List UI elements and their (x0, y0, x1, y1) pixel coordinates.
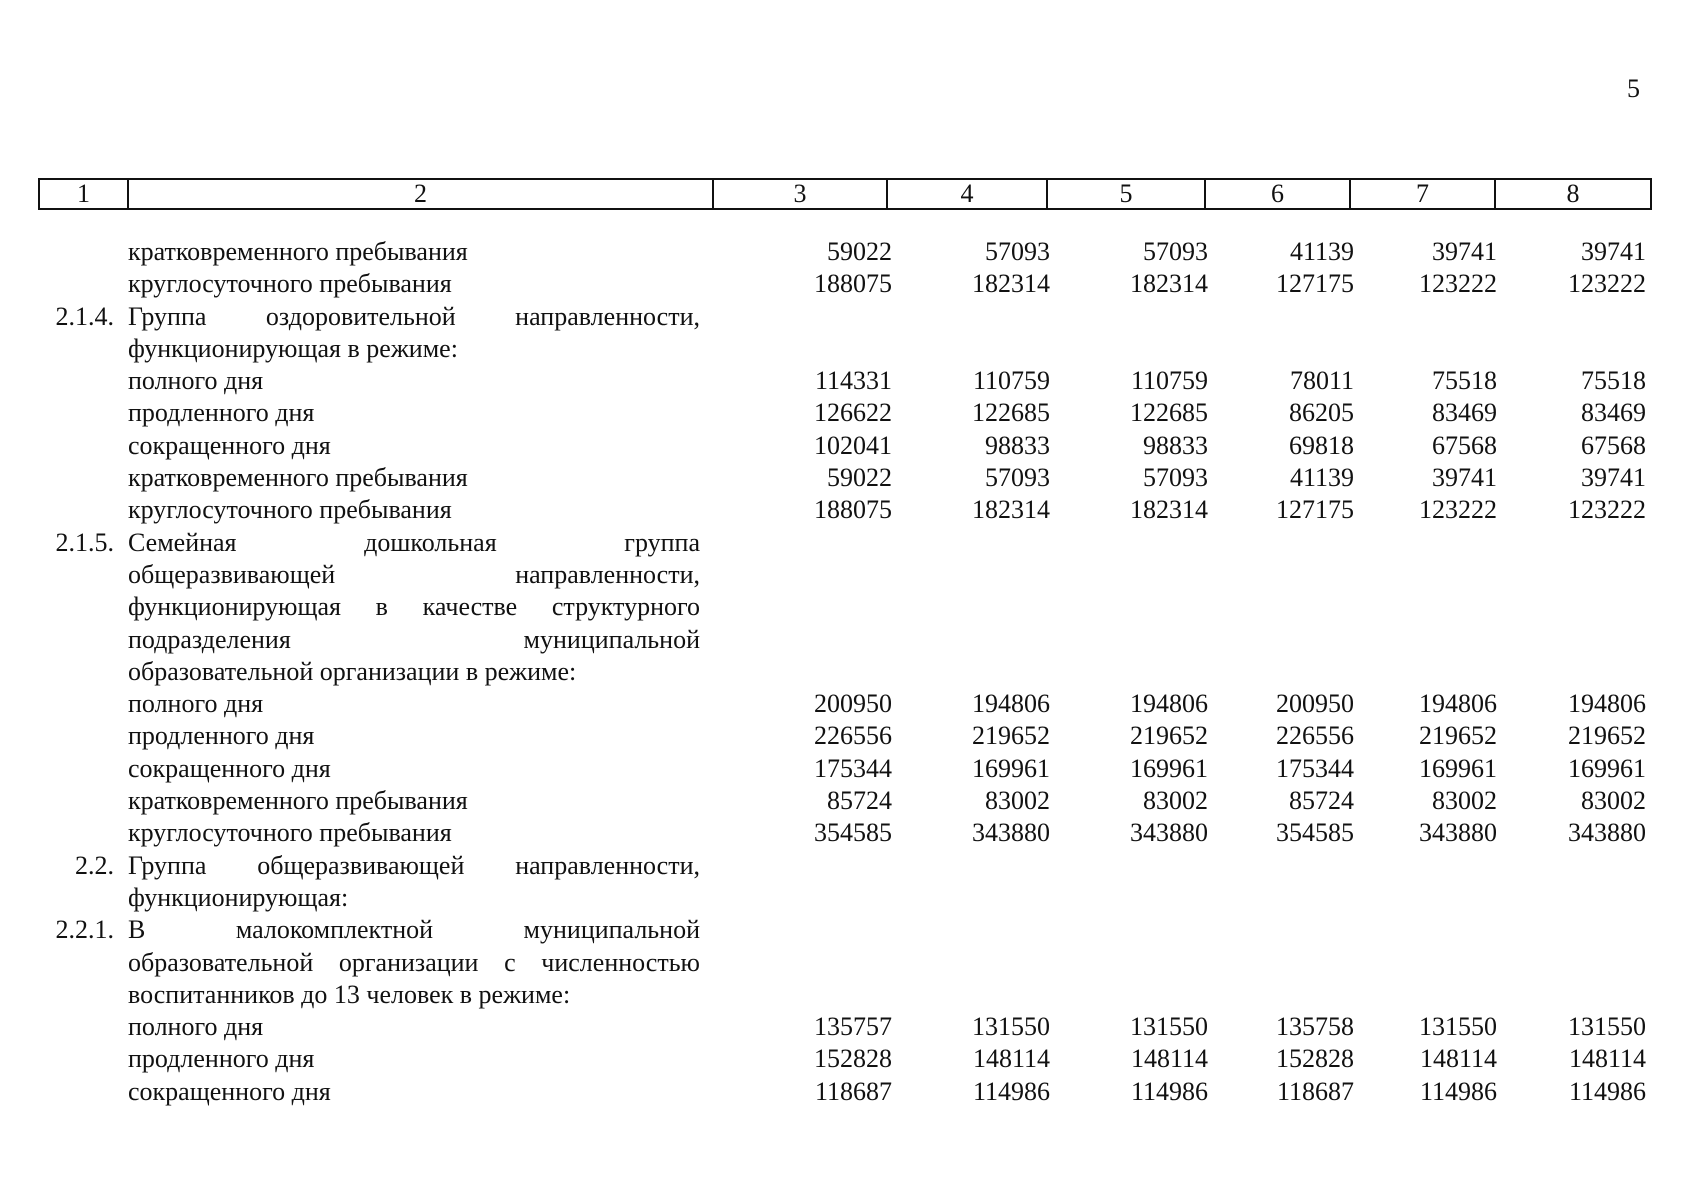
value-cell-col-5 (1050, 850, 1208, 882)
value-cell-col-8 (1497, 850, 1652, 882)
value-cell-col-3 (700, 559, 892, 591)
value-cell-col-6: 200950 (1276, 689, 1354, 719)
row-label: В малокомплектной муниципальной (128, 915, 700, 945)
value-cell-col-7: 114986 (1419, 1076, 1497, 1106)
row-number: 2.1.4. (55, 301, 114, 331)
value-cell-col-4: 219652 (972, 721, 1050, 751)
row-label: подразделения муниципальной (128, 624, 700, 654)
value-cell-col-6 (1208, 527, 1354, 559)
value-cell-col-3: 59022 (827, 463, 892, 493)
row-number (38, 333, 122, 365)
value-cell-col-7: 83469 (1432, 398, 1497, 428)
table-row (38, 720, 1652, 752)
value-cell-col-4 (892, 882, 1050, 914)
value-cell-col-6 (1208, 559, 1354, 591)
column-header-row (38, 178, 1652, 210)
value-cell-col-3 (700, 914, 892, 946)
table-row (38, 397, 1652, 429)
value-cell-col-8 (1497, 882, 1652, 914)
value-cell-col-4 (892, 301, 1050, 333)
value-cell-col-7: 148114 (1419, 1044, 1497, 1074)
value-cell-col-3 (700, 850, 892, 882)
column-header-6: 6 (1206, 180, 1351, 208)
value-cell-col-8: 67568 (1581, 430, 1646, 460)
value-cell-col-4 (892, 333, 1050, 365)
value-cell-col-8: 219652 (1568, 721, 1646, 751)
value-cell-col-3 (700, 527, 892, 559)
table-row (38, 430, 1652, 462)
value-cell-col-8: 169961 (1568, 753, 1646, 783)
value-cell-col-3: 354585 (814, 818, 892, 848)
value-cell-col-3: 59022 (827, 237, 892, 266)
table-row (38, 1043, 1652, 1075)
value-cell-col-7: 39741 (1432, 463, 1497, 493)
value-cell-col-7 (1354, 947, 1497, 979)
value-cell-col-4: 182314 (972, 495, 1050, 525)
value-cell-col-6: 226556 (1276, 721, 1354, 751)
row-label: продленного дня (128, 398, 315, 428)
value-cell-col-8 (1497, 301, 1652, 333)
row-label: продленного дня (128, 1044, 315, 1074)
value-cell-col-3: 188075 (814, 495, 892, 525)
table-row (38, 301, 1652, 333)
table-row (38, 559, 1652, 591)
value-cell-col-8 (1497, 656, 1652, 688)
value-cell-col-5: 343880 (1130, 818, 1208, 848)
value-cell-col-4: 194806 (972, 689, 1050, 719)
value-cell-col-5: 194806 (1130, 689, 1208, 719)
row-label: кратковременного пребывания (128, 786, 468, 816)
row-label: воспитанников до 13 человек в режиме: (128, 979, 571, 1009)
value-cell-col-5 (1050, 947, 1208, 979)
value-cell-col-4: 57093 (985, 463, 1050, 493)
row-number (38, 624, 122, 656)
value-cell-col-8: 114986 (1568, 1076, 1646, 1106)
value-cell-col-3: 226556 (814, 721, 892, 751)
value-cell-col-5 (1050, 624, 1208, 656)
value-cell-col-5: 219652 (1130, 721, 1208, 751)
value-cell-col-3 (700, 656, 892, 688)
row-label: образовательной организации с численностью (128, 947, 700, 977)
value-cell-col-7: 131550 (1419, 1012, 1497, 1042)
value-cell-col-7 (1354, 591, 1497, 623)
row-number (38, 753, 122, 785)
value-cell-col-4 (892, 624, 1050, 656)
table-row (38, 527, 1652, 559)
value-cell-col-4: 131550 (972, 1012, 1050, 1042)
value-cell-col-4: 122685 (972, 398, 1050, 428)
table-row (38, 1076, 1652, 1108)
value-cell-col-5: 131550 (1130, 1012, 1208, 1042)
value-cell-col-5: 169961 (1130, 753, 1208, 783)
row-number (38, 785, 122, 817)
row-number (38, 656, 122, 688)
value-cell-col-3: 200950 (814, 689, 892, 719)
value-cell-col-4 (892, 527, 1050, 559)
value-cell-col-4 (892, 850, 1050, 882)
value-cell-col-3: 114331 (814, 366, 892, 396)
value-cell-col-4 (892, 656, 1050, 688)
value-cell-col-5 (1050, 333, 1208, 365)
row-number (38, 397, 122, 429)
table-row (38, 688, 1652, 720)
value-cell-col-5 (1050, 591, 1208, 623)
value-cell-col-5: 182314 (1130, 269, 1208, 299)
row-number (38, 462, 122, 494)
row-label: функционирующая в качестве структурного (128, 592, 700, 622)
row-label: продленного дня (128, 721, 315, 751)
value-cell-col-3 (700, 882, 892, 914)
value-cell-col-5 (1050, 882, 1208, 914)
value-cell-col-6 (1208, 591, 1354, 623)
table-row (38, 333, 1652, 365)
value-cell-col-5 (1050, 656, 1208, 688)
value-cell-col-8 (1497, 527, 1652, 559)
value-cell-col-7: 219652 (1419, 721, 1497, 751)
value-cell-col-3: 152828 (814, 1044, 892, 1074)
value-cell-col-4: 114986 (972, 1076, 1050, 1106)
value-cell-col-3 (700, 947, 892, 979)
table-body (38, 236, 1652, 1108)
value-cell-col-4: 182314 (972, 269, 1050, 299)
value-cell-col-5: 83002 (1143, 786, 1208, 816)
value-cell-col-8 (1497, 591, 1652, 623)
column-header-1: 1 (40, 180, 129, 208)
value-cell-col-7 (1354, 882, 1497, 914)
value-cell-col-3: 85724 (827, 786, 892, 816)
value-cell-col-8: 83469 (1581, 398, 1646, 428)
value-cell-col-7: 39741 (1432, 237, 1497, 266)
value-cell-col-7 (1354, 527, 1497, 559)
value-cell-col-6 (1208, 914, 1354, 946)
row-label: полного дня (128, 689, 264, 719)
value-cell-col-8: 148114 (1568, 1044, 1646, 1074)
value-cell-col-6 (1208, 624, 1354, 656)
value-cell-col-6: 78011 (1289, 366, 1354, 396)
value-cell-col-4: 57093 (985, 237, 1050, 266)
value-cell-col-6: 69818 (1289, 430, 1354, 460)
value-cell-col-6 (1208, 882, 1354, 914)
row-label: кратковременного пребывания (128, 463, 468, 493)
column-header-8: 8 (1566, 179, 1580, 208)
value-cell-col-7 (1354, 979, 1497, 1011)
row-label: Семейная дошкольная группа (128, 527, 700, 557)
table-row (38, 914, 1652, 946)
value-cell-col-5 (1050, 979, 1208, 1011)
value-cell-col-7: 83002 (1432, 786, 1497, 816)
value-cell-col-4: 83002 (985, 786, 1050, 816)
value-cell-col-7: 343880 (1419, 818, 1497, 848)
value-cell-col-5: 114986 (1130, 1076, 1208, 1106)
table-row (38, 591, 1652, 623)
value-cell-col-8: 343880 (1568, 818, 1646, 848)
row-number (38, 494, 122, 526)
value-cell-col-6: 41139 (1289, 237, 1354, 266)
value-cell-col-5: 98833 (1143, 430, 1208, 460)
row-number (38, 817, 122, 849)
value-cell-col-6 (1208, 333, 1354, 365)
value-cell-col-7: 123222 (1419, 495, 1497, 525)
value-cell-col-4: 148114 (972, 1044, 1050, 1074)
value-cell-col-8: 75518 (1581, 366, 1646, 396)
value-cell-col-8 (1497, 333, 1652, 365)
value-cell-col-6: 175344 (1276, 753, 1354, 783)
row-label: полного дня (128, 366, 264, 396)
value-cell-col-4 (892, 914, 1050, 946)
row-label: сокращенного дня (128, 1076, 331, 1106)
table-row (38, 882, 1652, 914)
column-header-5: 5 (1048, 180, 1206, 208)
value-cell-col-3: 118687 (814, 1076, 892, 1106)
page-number: 5 (1627, 74, 1640, 103)
value-cell-col-6: 354585 (1276, 818, 1354, 848)
value-cell-col-4 (892, 559, 1050, 591)
value-cell-col-6: 118687 (1276, 1076, 1354, 1106)
table-row (38, 1011, 1652, 1043)
table-row (38, 785, 1652, 817)
value-cell-col-8: 123222 (1568, 269, 1646, 299)
row-number: 2.2.1. (55, 915, 114, 945)
table-row (38, 494, 1652, 526)
value-cell-col-3: 126622 (814, 398, 892, 428)
value-cell-col-6: 41139 (1289, 463, 1354, 493)
value-cell-col-6 (1208, 947, 1354, 979)
value-cell-col-7 (1354, 559, 1497, 591)
row-number (38, 688, 122, 720)
row-label: сокращенного дня (128, 430, 331, 460)
column-header-2: 2 (129, 180, 714, 208)
row-number (38, 591, 122, 623)
row-number (38, 268, 122, 300)
value-cell-col-3 (700, 591, 892, 623)
value-cell-col-6 (1208, 656, 1354, 688)
row-number: 2.2. (75, 850, 114, 880)
row-label: функционирующая в режиме: (128, 333, 458, 363)
row-label: общеразвивающей направленности, (128, 559, 700, 589)
value-cell-col-5: 182314 (1130, 495, 1208, 525)
value-cell-col-5 (1050, 559, 1208, 591)
value-cell-col-6: 135758 (1276, 1012, 1354, 1042)
value-cell-col-3: 135757 (814, 1012, 892, 1042)
row-number (38, 947, 122, 979)
value-cell-col-6: 85724 (1289, 786, 1354, 816)
value-cell-col-4: 169961 (972, 753, 1050, 783)
value-cell-col-6 (1208, 301, 1354, 333)
value-cell-col-8: 194806 (1568, 689, 1646, 719)
value-cell-col-5: 122685 (1130, 398, 1208, 428)
row-label: круглосуточного пребывания (128, 818, 452, 848)
column-header-7: 7 (1351, 180, 1496, 208)
row-label: образовательной организации в режиме: (128, 656, 577, 686)
row-number (38, 365, 122, 397)
value-cell-col-5 (1050, 301, 1208, 333)
table-row (38, 850, 1652, 882)
value-cell-col-8 (1497, 559, 1652, 591)
column-header-3: 3 (714, 180, 888, 208)
row-label: Группа общеразвивающей направленности, (128, 850, 700, 880)
value-cell-col-8 (1497, 979, 1652, 1011)
row-number (38, 1043, 122, 1075)
value-cell-col-8: 39741 (1581, 237, 1646, 266)
value-cell-col-8: 39741 (1581, 463, 1646, 493)
value-cell-col-7 (1354, 301, 1497, 333)
value-cell-col-3: 188075 (814, 269, 892, 299)
value-cell-col-5 (1050, 914, 1208, 946)
row-number (38, 720, 122, 752)
value-cell-col-7 (1354, 333, 1497, 365)
table-row (38, 947, 1652, 979)
table-row (38, 624, 1652, 656)
value-cell-col-7 (1354, 914, 1497, 946)
row-number (38, 430, 122, 462)
row-number (38, 236, 122, 268)
row-number: 2.1.5. (55, 527, 114, 557)
value-cell-col-8 (1497, 914, 1652, 946)
column-header-4: 4 (888, 180, 1048, 208)
value-cell-col-5: 148114 (1130, 1044, 1208, 1074)
value-cell-col-7 (1354, 656, 1497, 688)
value-cell-col-7: 194806 (1419, 689, 1497, 719)
value-cell-col-3: 175344 (814, 753, 892, 783)
table-row (38, 817, 1652, 849)
value-cell-col-8: 83002 (1581, 786, 1646, 816)
value-cell-col-8: 131550 (1568, 1012, 1646, 1042)
value-cell-col-7: 169961 (1419, 753, 1497, 783)
value-cell-col-4: 343880 (972, 818, 1050, 848)
row-label: функционирующая: (128, 882, 349, 912)
row-number (38, 979, 122, 1011)
row-label: круглосуточного пребывания (128, 495, 452, 525)
value-cell-col-4: 110759 (972, 366, 1050, 396)
row-label: круглосуточного пребывания (128, 269, 452, 299)
table-row (38, 753, 1652, 785)
value-cell-col-3 (700, 301, 892, 333)
value-cell-col-4 (892, 591, 1050, 623)
table-row (38, 462, 1652, 494)
value-cell-col-5 (1050, 527, 1208, 559)
value-cell-col-8: 123222 (1568, 495, 1646, 525)
value-cell-col-3: 102041 (814, 430, 892, 460)
value-cell-col-4: 98833 (985, 430, 1050, 460)
value-cell-col-8 (1497, 947, 1652, 979)
table-row (38, 656, 1652, 688)
value-cell-col-6 (1208, 979, 1354, 1011)
value-cell-col-7: 67568 (1432, 430, 1497, 460)
row-number (38, 1076, 122, 1108)
value-cell-col-4 (892, 979, 1050, 1011)
value-cell-col-6: 127175 (1276, 269, 1354, 299)
table-row (38, 365, 1652, 397)
row-label: полного дня (128, 1012, 264, 1042)
value-cell-col-7: 75518 (1432, 366, 1497, 396)
value-cell-col-4 (892, 947, 1050, 979)
row-label: сокращенного дня (128, 753, 331, 783)
value-cell-col-5: 57093 (1143, 237, 1208, 266)
value-cell-col-6: 86205 (1289, 398, 1354, 428)
value-cell-col-7 (1354, 624, 1497, 656)
row-number (38, 559, 122, 591)
value-cell-col-8 (1497, 624, 1652, 656)
value-cell-col-3 (700, 624, 892, 656)
value-cell-col-5: 57093 (1143, 463, 1208, 493)
row-label: Группа оздоровительной направленности, (128, 301, 700, 331)
row-label: кратковременного пребывания (128, 237, 468, 266)
value-cell-col-6: 152828 (1276, 1044, 1354, 1074)
table-row (38, 979, 1652, 1011)
value-cell-col-7 (1354, 850, 1497, 882)
value-cell-col-3 (700, 979, 892, 1011)
value-cell-col-6 (1208, 850, 1354, 882)
value-cell-col-6: 127175 (1276, 495, 1354, 525)
row-number (38, 1011, 122, 1043)
table-row (38, 236, 1652, 268)
value-cell-col-5: 110759 (1130, 366, 1208, 396)
value-cell-col-3 (700, 333, 892, 365)
row-number (38, 882, 122, 914)
table-row (38, 268, 1652, 300)
value-cell-col-7: 123222 (1419, 269, 1497, 299)
